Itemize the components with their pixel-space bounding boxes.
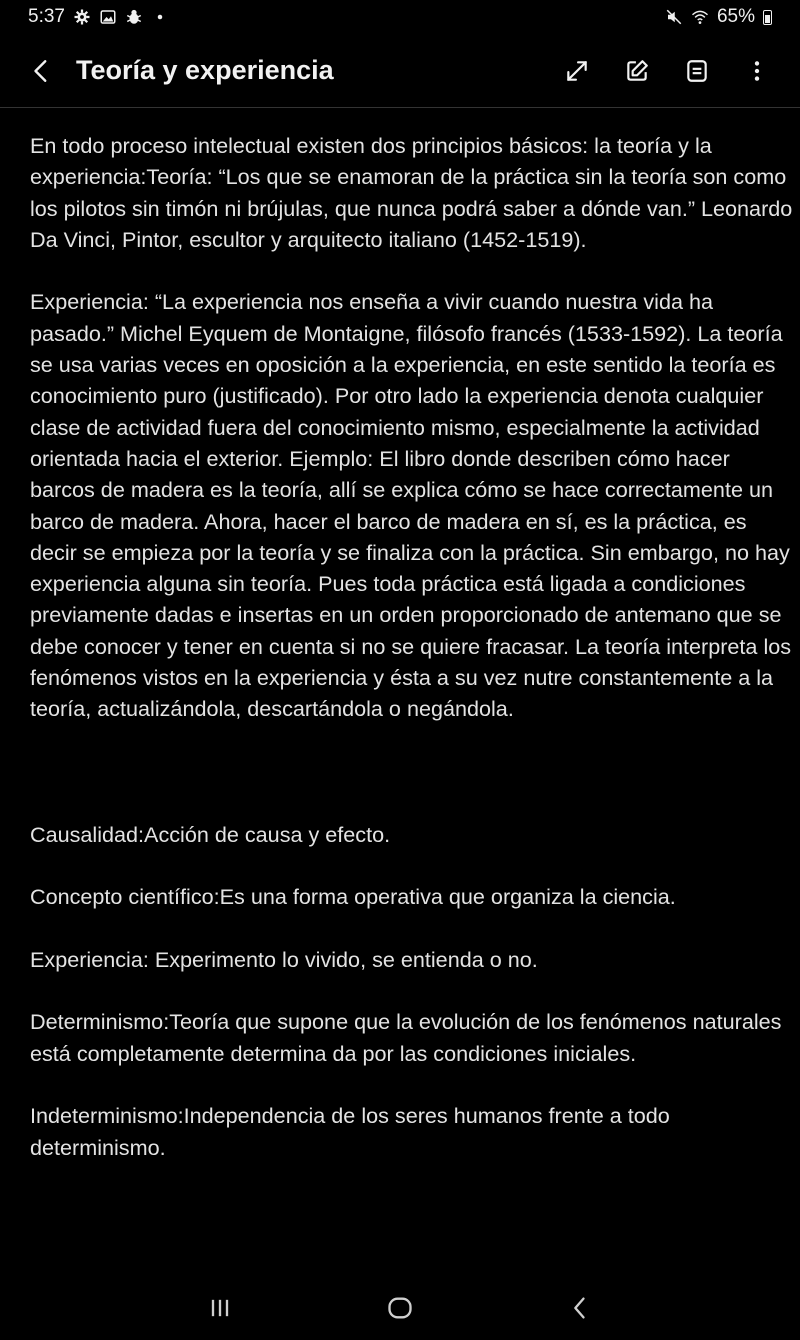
paragraph-spacer (30, 912, 796, 943)
gear-icon (73, 8, 91, 26)
app-header (0, 34, 800, 108)
note-paragraph: Experiencia: Experimento lo vivido, se entienda o no. (30, 946, 538, 972)
status-bar (0, 0, 800, 34)
home-icon (386, 1294, 414, 1322)
chevron-left-icon (29, 58, 55, 84)
note-body[interactable] (30, 130, 799, 1163)
more-icon (744, 58, 770, 84)
note-paragraph: Experiencia: “La experiencia nos enseña a vivir cuando nuestra vida ha pasado.” Michel Eyquem de Montaigne, filósofo francés (1533-1592). La teoría se usa varias veces en oposición a la experiencia, en este sentido la teoría es conocimiento puro (justificado). Por otro lado la experiencia denota cualquier clase de actividad fuera del conocimiento mismo, especialmente la actividad orientada hacia el exterior. Ejemplo: El libro donde describen cómo hacer barcos de madera es la teoría, allí se explica cómo se hace correctamente un barco de madera. Ahora, hacer el barco de madera en sí, es la práctica, es decir se empieza por la teoría y se finaliza con la práctica. Sin embargo, no hay experiencia alguna sin teoría. Pues toda práctica está ligada a condiciones previamente dadas e insertas en un orden proporcionado de antemano que se debe conocer y tener en cuenta si no se quiere fracasar. La teoría interpreta los fenómenos vistos en la experiencia y ésta a su vez nutre constantemente a la teoría, actualizándola, descartándola o negándola. (30, 289, 798, 722)
header-toolbar (548, 42, 786, 100)
recents-button[interactable] (180, 1280, 260, 1336)
status-time: 5:37 (28, 6, 65, 27)
back-button[interactable] (12, 41, 72, 101)
note-paragraph: Determinismo:Teoría que supone que la evolución de los fenómenos naturales está completamente determina da por las condiciones iniciales. (30, 1009, 788, 1066)
status-left (28, 6, 169, 28)
battery-percent: 65% (716, 6, 755, 27)
image-icon (99, 8, 117, 26)
paragraph-spacer (30, 850, 796, 881)
dot-icon (151, 8, 169, 26)
battery-icon (763, 10, 772, 25)
reader-mode-button[interactable] (668, 42, 726, 100)
note-paragraph: Causalidad:Acción de causa y efecto. (30, 821, 391, 847)
note-title: Teoría y experiencia (76, 55, 334, 85)
wifi-icon (691, 8, 709, 26)
paragraph-spacer (30, 1069, 796, 1100)
edit-button[interactable] (608, 42, 666, 100)
paragraph-spacer (30, 975, 796, 1006)
paragraph-spacer (30, 725, 796, 819)
expand-icon (564, 58, 590, 84)
mute-icon (665, 8, 683, 26)
recents-icon (206, 1294, 234, 1322)
edit-icon (624, 58, 650, 84)
more-options-button[interactable] (728, 42, 786, 100)
note-paragraph: Indeterminismo:Independencia de los seres humanos frente a todo determinismo. (30, 1103, 676, 1160)
system-nav-bar (0, 1276, 800, 1340)
bug-icon (125, 8, 143, 26)
nav-back-button[interactable] (540, 1280, 620, 1336)
note-paragraph: Concepto científico:Es una forma operativa que organiza la ciencia. (30, 884, 676, 910)
back-icon (566, 1294, 594, 1322)
home-button[interactable] (360, 1280, 440, 1336)
reader-icon (684, 58, 710, 84)
paragraph-spacer (30, 255, 796, 286)
expand-button[interactable] (548, 42, 606, 100)
note-paragraph: En todo proceso intelectual existen dos principios básicos: la teoría y la experiencia:Teoría: “Los que se enamoran de la práctica sin la teoría son como los pilotos sin timón ni brújulas, que nunca podrá saber a dónde van.” Leonardo Da Vinci, Pintor, escultor y arquitecto italiano (1452-1519). (30, 133, 799, 252)
status-right (665, 6, 772, 28)
